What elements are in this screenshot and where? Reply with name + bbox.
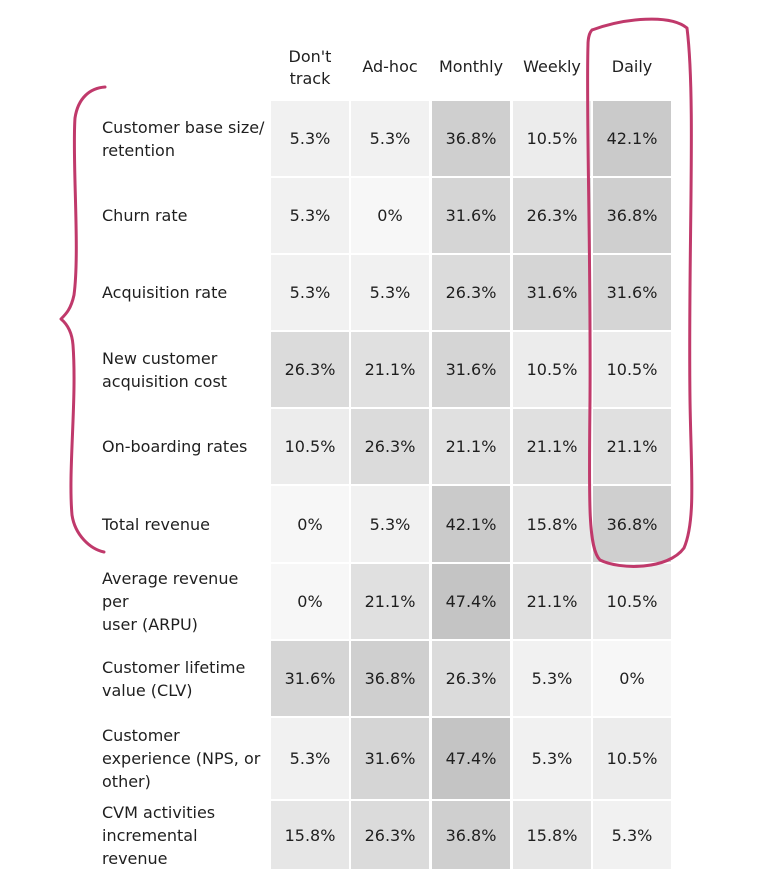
- cell-churn-rate-ad-hoc: 0%: [351, 178, 429, 253]
- cell-cvm-activities-incremental-revenue-ad-hoc: 26.3%: [351, 801, 429, 869]
- cell-new-customer-acquisition-cost-monthly: 31.6%: [432, 332, 510, 407]
- cell-customer-lifetime-value-clv-daily: 0%: [593, 641, 671, 716]
- cell-new-customer-acquisition-cost-weekly: 10.5%: [513, 332, 591, 407]
- cell-churn-rate-don-t-track: 5.3%: [271, 178, 349, 253]
- cell-customer-experience-nps-or-other-don-t-track: 5.3%: [271, 718, 349, 799]
- cell-on-boarding-rates-don-t-track: 10.5%: [271, 409, 349, 484]
- cell-customer-lifetime-value-clv-weekly: 5.3%: [513, 641, 591, 716]
- cell-new-customer-acquisition-cost-ad-hoc: 21.1%: [351, 332, 429, 407]
- cell-new-customer-acquisition-cost-daily: 10.5%: [593, 332, 671, 407]
- cell-acquisition-rate-weekly: 31.6%: [513, 255, 591, 330]
- row-label-acquisition-rate: Acquisition rate: [102, 283, 228, 302]
- column-header-daily: Daily: [611, 57, 653, 76]
- cell-on-boarding-rates-monthly: 21.1%: [432, 409, 510, 484]
- column-header-monthly: Monthly: [438, 57, 504, 76]
- cell-total-revenue-don-t-track: 0%: [271, 486, 349, 562]
- cell-average-revenue-per-user-arpu-don-t-track: 0%: [271, 564, 349, 639]
- cell-on-boarding-rates-ad-hoc: 26.3%: [351, 409, 429, 484]
- cell-churn-rate-daily: 36.8%: [593, 178, 671, 253]
- cell-acquisition-rate-ad-hoc: 5.3%: [351, 255, 429, 330]
- column-header-don-t-track: Don't track: [288, 47, 332, 88]
- cell-customer-base-size-retention-weekly: 10.5%: [513, 101, 591, 176]
- cell-cvm-activities-incremental-revenue-monthly: 36.8%: [432, 801, 510, 869]
- cell-customer-base-size-retention-ad-hoc: 5.3%: [351, 101, 429, 176]
- column-header-weekly: Weekly: [523, 57, 581, 76]
- cell-acquisition-rate-don-t-track: 5.3%: [271, 255, 349, 330]
- cell-customer-experience-nps-or-other-monthly: 47.4%: [432, 718, 510, 799]
- cell-total-revenue-ad-hoc: 5.3%: [351, 486, 429, 562]
- cell-customer-base-size-retention-don-t-track: 5.3%: [271, 101, 349, 176]
- cell-average-revenue-per-user-arpu-daily: 10.5%: [593, 564, 671, 639]
- cell-average-revenue-per-user-arpu-monthly: 47.4%: [432, 564, 510, 639]
- row-label-total-revenue: Total revenue: [102, 514, 210, 534]
- cell-customer-experience-nps-or-other-weekly: 5.3%: [513, 718, 591, 799]
- column-header-ad-hoc: Ad-hoc: [362, 57, 418, 76]
- cell-average-revenue-per-user-arpu-weekly: 21.1%: [513, 564, 591, 639]
- row-label-average-revenue-per-user-arpu: Average revenue per user (ARPU): [102, 569, 239, 634]
- cell-total-revenue-weekly: 15.8%: [513, 486, 591, 562]
- cell-average-revenue-per-user-arpu-ad-hoc: 21.1%: [351, 564, 429, 639]
- cell-customer-experience-nps-or-other-ad-hoc: 31.6%: [351, 718, 429, 799]
- row-label-cvm-activities-incremental-revenue: CVM activities incremental revenue: [102, 802, 216, 868]
- cell-churn-rate-monthly: 31.6%: [432, 178, 510, 253]
- cell-customer-lifetime-value-clv-ad-hoc: 36.8%: [351, 641, 429, 716]
- cell-customer-base-size-retention-monthly: 36.8%: [432, 101, 510, 176]
- cell-acquisition-rate-monthly: 26.3%: [432, 255, 510, 330]
- cell-customer-lifetime-value-clv-don-t-track: 31.6%: [271, 641, 349, 716]
- cell-cvm-activities-incremental-revenue-don-t-track: 15.8%: [271, 801, 349, 869]
- cell-cvm-activities-incremental-revenue-daily: 5.3%: [593, 801, 671, 869]
- row-label-new-customer-acquisition-cost: New customer acquisition cost: [102, 348, 228, 391]
- cell-customer-base-size-retention-daily: 42.1%: [593, 101, 671, 176]
- cell-churn-rate-weekly: 26.3%: [513, 178, 591, 253]
- cell-cvm-activities-incremental-revenue-weekly: 15.8%: [513, 801, 591, 869]
- row-label-churn-rate: Churn rate: [102, 206, 188, 225]
- row-label-customer-lifetime-value-clv: Customer lifetime value (CLV): [102, 657, 246, 700]
- cell-customer-lifetime-value-clv-monthly: 26.3%: [432, 641, 510, 716]
- cell-total-revenue-monthly: 42.1%: [432, 486, 510, 562]
- cell-customer-experience-nps-or-other-daily: 10.5%: [593, 718, 671, 799]
- cell-acquisition-rate-daily: 31.6%: [593, 255, 671, 330]
- cell-new-customer-acquisition-cost-don-t-track: 26.3%: [271, 332, 349, 407]
- row-label-customer-base-size-retention: Customer base size/ retention: [102, 117, 265, 160]
- cell-on-boarding-rates-weekly: 21.1%: [513, 409, 591, 484]
- row-label-on-boarding-rates: On-boarding rates: [102, 437, 248, 456]
- row-label-customer-experience-nps-or-other: Customer experience (NPS, or other): [102, 726, 261, 791]
- cell-total-revenue-daily: 36.8%: [593, 486, 671, 562]
- cell-on-boarding-rates-daily: 21.1%: [593, 409, 671, 484]
